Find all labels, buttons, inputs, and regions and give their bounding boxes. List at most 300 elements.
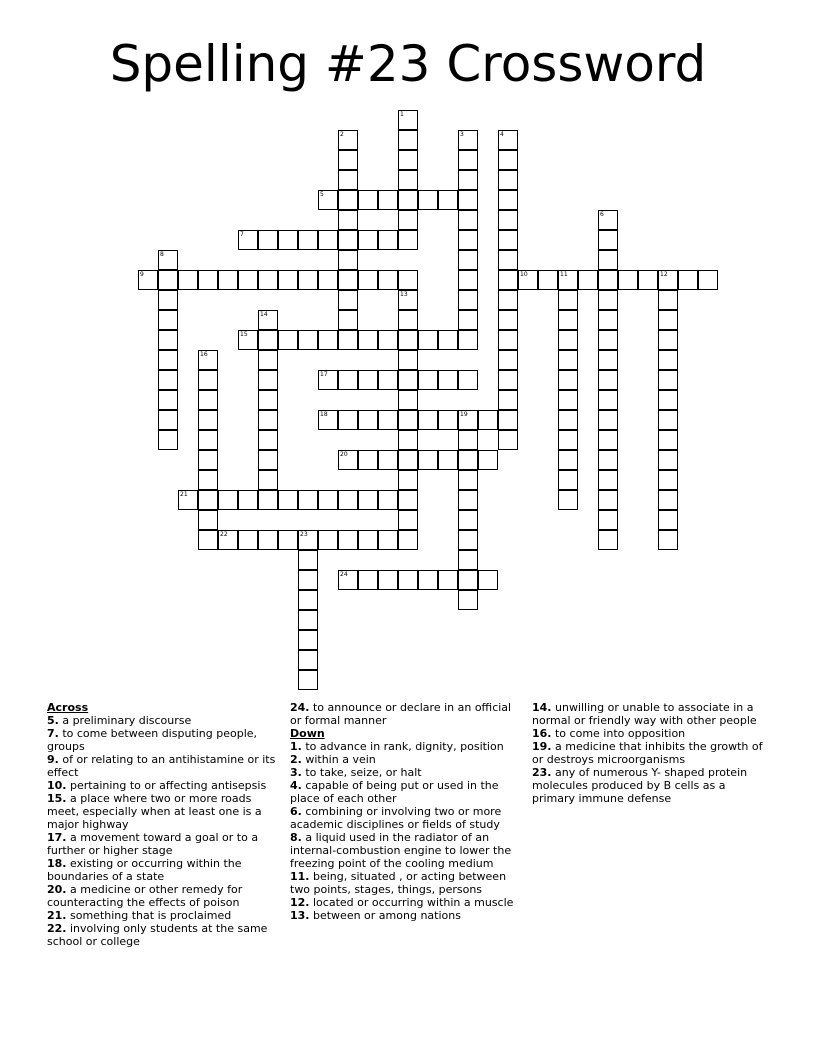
grid-cell[interactable]: [298, 670, 318, 690]
clue-item: [532, 701, 768, 727]
grid-cell[interactable]: [338, 310, 358, 330]
clue-text: a liquid used in the radiator of an internal-combustion engine to lower the freezing point of the cooling medium: [290, 831, 512, 870]
grid-cell[interactable]: [258, 310, 278, 330]
clue-item: [290, 805, 522, 831]
grid-cell[interactable]: [498, 370, 518, 390]
grid-cell[interactable]: [658, 310, 678, 330]
clue-number: 7: [240, 231, 244, 238]
grid-cell[interactable]: [378, 530, 398, 550]
grid-cell[interactable]: [658, 370, 678, 390]
grid-cell[interactable]: [398, 170, 418, 190]
grid-cell[interactable]: [458, 490, 478, 510]
grid-cell[interactable]: [178, 270, 198, 290]
grid-cell[interactable]: [198, 270, 218, 290]
clue-item: [47, 857, 279, 883]
grid-cell[interactable]: [138, 270, 158, 290]
grid-cell[interactable]: [598, 510, 618, 530]
grid-cell[interactable]: [378, 270, 398, 290]
grid-cell[interactable]: [158, 290, 178, 310]
grid-cell[interactable]: [458, 550, 478, 570]
grid-cell[interactable]: [458, 170, 478, 190]
grid-cell[interactable]: [458, 410, 478, 430]
grid-cell[interactable]: [198, 390, 218, 410]
grid-cell[interactable]: [378, 410, 398, 430]
grid-cell[interactable]: [458, 150, 478, 170]
grid-cell[interactable]: [558, 490, 578, 510]
grid-cell[interactable]: [498, 290, 518, 310]
grid-cell[interactable]: [278, 270, 298, 290]
clue-number-label: 5.: [47, 714, 59, 727]
clue-item: [290, 701, 522, 727]
grid-cell[interactable]: [658, 470, 678, 490]
grid-cell[interactable]: [198, 370, 218, 390]
grid-cell[interactable]: [658, 510, 678, 530]
clue-text: pertaining to or affecting antisepsis: [66, 779, 267, 792]
grid-cell[interactable]: [158, 350, 178, 370]
clue-item: [290, 896, 522, 909]
grid-cell[interactable]: [298, 530, 318, 550]
grid-cell[interactable]: [318, 410, 338, 430]
grid-cell[interactable]: [158, 430, 178, 450]
grid-cell[interactable]: [358, 570, 378, 590]
clue-text: a movement toward a goal or to a further or higher stage: [47, 831, 259, 857]
clue-text: something that is proclaimed: [66, 909, 232, 922]
grid-cell[interactable]: [358, 370, 378, 390]
grid-cell[interactable]: [578, 270, 598, 290]
grid-cell[interactable]: [658, 350, 678, 370]
grid-cell[interactable]: [598, 410, 618, 430]
clue-item: [47, 922, 279, 948]
grid-cell[interactable]: [598, 270, 618, 290]
grid-cell[interactable]: [238, 490, 258, 510]
grid-cell[interactable]: [398, 490, 418, 510]
grid-cell[interactable]: [278, 330, 298, 350]
grid-cell[interactable]: [338, 210, 358, 230]
grid-cell[interactable]: [658, 410, 678, 430]
grid-cell[interactable]: [398, 210, 418, 230]
grid-cell[interactable]: [498, 190, 518, 210]
grid-cell[interactable]: [278, 530, 298, 550]
grid-cell[interactable]: [198, 350, 218, 370]
grid-cell[interactable]: [218, 490, 238, 510]
grid-cell[interactable]: [258, 270, 278, 290]
grid-cell[interactable]: [558, 370, 578, 390]
clue-number-label: 21.: [47, 909, 67, 922]
grid-cell[interactable]: [318, 370, 338, 390]
grid-cell[interactable]: [498, 270, 518, 290]
clue-text: to take, seize, or halt: [301, 766, 422, 779]
grid-cell[interactable]: [398, 350, 418, 370]
grid-cell[interactable]: [598, 330, 618, 350]
grid-cell[interactable]: [318, 490, 338, 510]
grid-cell[interactable]: [458, 430, 478, 450]
grid-cell[interactable]: [398, 330, 418, 350]
grid-cell[interactable]: [198, 490, 218, 510]
grid-cell[interactable]: [658, 490, 678, 510]
grid-cell[interactable]: [598, 290, 618, 310]
grid-cell[interactable]: [398, 450, 418, 470]
clue-column-2: [290, 701, 522, 922]
clue-number: 9: [140, 271, 144, 278]
grid-cell[interactable]: [398, 190, 418, 210]
grid-cell[interactable]: [478, 450, 498, 470]
grid-cell[interactable]: [338, 330, 358, 350]
grid-cell[interactable]: [378, 230, 398, 250]
grid-cell[interactable]: [258, 330, 278, 350]
clue-text: being, situated , or acting between two points, stages, things, persons: [290, 870, 507, 896]
grid-cell[interactable]: [338, 290, 358, 310]
grid-cell[interactable]: [418, 410, 438, 430]
grid-cell[interactable]: [598, 390, 618, 410]
grid-cell[interactable]: [298, 550, 318, 570]
grid-cell[interactable]: [358, 450, 378, 470]
grid-cell[interactable]: [498, 350, 518, 370]
clue-text: a medicine or other remedy for counteracting the effects of poison: [47, 883, 243, 909]
grid-cell[interactable]: [438, 190, 458, 210]
grid-cell[interactable]: [598, 210, 618, 230]
grid-cell[interactable]: [498, 390, 518, 410]
grid-cell[interactable]: [458, 230, 478, 250]
clue-number: 23: [300, 531, 308, 538]
grid-cell[interactable]: [298, 610, 318, 630]
clue-item: [532, 727, 768, 740]
clue-item: [290, 870, 522, 896]
grid-cell[interactable]: [458, 210, 478, 230]
grid-cell[interactable]: [298, 330, 318, 350]
grid-cell[interactable]: [318, 190, 338, 210]
grid-cell[interactable]: [398, 570, 418, 590]
grid-cell[interactable]: [558, 350, 578, 370]
clue-item: [47, 792, 279, 831]
clue-number-label: 9.: [47, 753, 59, 766]
clue-number-label: 3.: [290, 766, 302, 779]
clue-number-label: 19.: [532, 740, 552, 753]
clue-number-label: 1.: [290, 740, 302, 753]
grid-cell[interactable]: [398, 230, 418, 250]
grid-cell[interactable]: [158, 270, 178, 290]
grid-cell[interactable]: [378, 490, 398, 510]
grid-cell[interactable]: [498, 130, 518, 150]
grid-cell[interactable]: [298, 570, 318, 590]
grid-cell[interactable]: [298, 590, 318, 610]
grid-cell[interactable]: [498, 230, 518, 250]
grid-cell[interactable]: [338, 190, 358, 210]
grid-cell[interactable]: [198, 450, 218, 470]
clue-text: capable of being put or used in the place of each other: [290, 779, 499, 805]
grid-cell[interactable]: [238, 530, 258, 550]
grid-cell[interactable]: [398, 150, 418, 170]
grid-cell[interactable]: [298, 230, 318, 250]
grid-cell[interactable]: [338, 570, 358, 590]
grid-cell[interactable]: [558, 270, 578, 290]
grid-cell[interactable]: [398, 130, 418, 150]
clue-number-label: 8.: [290, 831, 302, 844]
grid-cell[interactable]: [598, 350, 618, 370]
grid-cell[interactable]: [558, 310, 578, 330]
grid-cell[interactable]: [398, 370, 418, 390]
grid-cell[interactable]: [338, 530, 358, 550]
grid-cell[interactable]: [158, 410, 178, 430]
grid-cell[interactable]: [198, 410, 218, 430]
grid-cell[interactable]: [458, 530, 478, 550]
grid-cell[interactable]: [378, 330, 398, 350]
grid-cell[interactable]: [338, 490, 358, 510]
clue-text: a medicine that inhibits the growth of or destroys microorganisms: [532, 740, 763, 766]
grid-cell[interactable]: [458, 370, 478, 390]
grid-cell[interactable]: [158, 330, 178, 350]
clue-number: 14: [260, 311, 268, 318]
grid-cell[interactable]: [458, 510, 478, 530]
clue-number: 18: [320, 411, 328, 418]
grid-cell[interactable]: [378, 190, 398, 210]
clue-number-label: 24.: [290, 701, 310, 714]
grid-cell[interactable]: [358, 330, 378, 350]
grid-cell[interactable]: [398, 510, 418, 530]
clue-text: between or among nations: [309, 909, 461, 922]
grid-cell[interactable]: [418, 450, 438, 470]
clue-number-label: 22.: [47, 922, 67, 935]
grid-cell[interactable]: [398, 290, 418, 310]
grid-cell[interactable]: [358, 190, 378, 210]
grid-cell[interactable]: [438, 410, 458, 430]
grid-cell[interactable]: [378, 570, 398, 590]
grid-cell[interactable]: [318, 530, 338, 550]
grid-cell[interactable]: [658, 450, 678, 470]
grid-cell[interactable]: [598, 450, 618, 470]
grid-cell[interactable]: [658, 390, 678, 410]
grid-cell[interactable]: [218, 530, 238, 550]
grid-cell[interactable]: [278, 490, 298, 510]
clue-heading: Down: [290, 727, 325, 740]
grid-cell[interactable]: [238, 230, 258, 250]
grid-cell[interactable]: [318, 230, 338, 250]
grid-cell[interactable]: [258, 490, 278, 510]
grid-cell[interactable]: [238, 330, 258, 350]
grid-cell[interactable]: [458, 190, 478, 210]
grid-cell[interactable]: [298, 490, 318, 510]
grid-cell[interactable]: [658, 330, 678, 350]
grid-cell[interactable]: [458, 470, 478, 490]
clue-number-label: 6.: [290, 805, 302, 818]
grid-cell[interactable]: [398, 470, 418, 490]
grid-cell[interactable]: [398, 270, 418, 290]
grid-cell[interactable]: [338, 230, 358, 250]
clue-number: 1: [400, 111, 404, 118]
grid-cell[interactable]: [658, 430, 678, 450]
grid-cell[interactable]: [198, 510, 218, 530]
grid-cell[interactable]: [458, 310, 478, 330]
clue-text: a preliminary discourse: [58, 714, 192, 727]
grid-cell[interactable]: [258, 410, 278, 430]
grid-cell[interactable]: [298, 270, 318, 290]
grid-cell[interactable]: [458, 270, 478, 290]
grid-cell[interactable]: [458, 250, 478, 270]
grid-cell[interactable]: [638, 270, 658, 290]
grid-cell[interactable]: [258, 530, 278, 550]
grid-cell[interactable]: [498, 430, 518, 450]
grid-cell[interactable]: [558, 410, 578, 430]
clue-number-label: 13.: [290, 909, 310, 922]
grid-cell[interactable]: [398, 110, 418, 130]
clue-number: 21: [180, 491, 188, 498]
grid-cell[interactable]: [598, 230, 618, 250]
clue-number-label: 16.: [532, 727, 552, 740]
grid-cell[interactable]: [438, 330, 458, 350]
grid-cell[interactable]: [318, 270, 338, 290]
grid-cell[interactable]: [438, 370, 458, 390]
grid-cell[interactable]: [378, 450, 398, 470]
grid-cell[interactable]: [258, 390, 278, 410]
grid-cell[interactable]: [178, 490, 198, 510]
grid-cell[interactable]: [518, 270, 538, 290]
grid-cell[interactable]: [498, 170, 518, 190]
clue-item: [47, 883, 279, 909]
clue-item: [290, 779, 522, 805]
grid-cell[interactable]: [598, 430, 618, 450]
grid-cell[interactable]: [598, 370, 618, 390]
grid-cell[interactable]: [198, 430, 218, 450]
grid-cell[interactable]: [258, 430, 278, 450]
grid-cell[interactable]: [338, 130, 358, 150]
grid-cell[interactable]: [358, 530, 378, 550]
clue-number-label: 14.: [532, 701, 552, 714]
grid-cell[interactable]: [458, 590, 478, 610]
grid-cell[interactable]: [218, 270, 238, 290]
grid-cell[interactable]: [658, 290, 678, 310]
grid-cell[interactable]: [498, 150, 518, 170]
grid-cell[interactable]: [558, 330, 578, 350]
grid-cell[interactable]: [398, 310, 418, 330]
clue-heading: Across: [47, 701, 89, 714]
grid-cell[interactable]: [358, 490, 378, 510]
clue-text: to announce or declare in an official or formal manner: [290, 701, 512, 727]
clue-number-label: 4.: [290, 779, 302, 792]
clue-item: [532, 740, 768, 766]
grid-cell[interactable]: [458, 130, 478, 150]
grid-cell[interactable]: [158, 310, 178, 330]
clue-number-label: 15.: [47, 792, 67, 805]
grid-cell[interactable]: [258, 350, 278, 370]
grid-cell[interactable]: [458, 290, 478, 310]
clue-item: [290, 909, 522, 922]
clue-text: to come into opposition: [551, 727, 686, 740]
grid-cell[interactable]: [358, 270, 378, 290]
grid-cell[interactable]: [158, 390, 178, 410]
grid-cell[interactable]: [398, 530, 418, 550]
grid-cell[interactable]: [338, 250, 358, 270]
grid-cell[interactable]: [338, 170, 358, 190]
grid-cell[interactable]: [438, 450, 458, 470]
grid-cell[interactable]: [358, 410, 378, 430]
grid-cell[interactable]: [538, 270, 558, 290]
grid-cell[interactable]: [658, 530, 678, 550]
grid-cell[interactable]: [418, 190, 438, 210]
grid-cell[interactable]: [498, 330, 518, 350]
grid-cell[interactable]: [498, 210, 518, 230]
grid-cell[interactable]: [458, 330, 478, 350]
grid-cell[interactable]: [558, 390, 578, 410]
grid-cell[interactable]: [478, 410, 498, 430]
clue-number: 10: [520, 271, 528, 278]
clue-text: within a vein: [301, 753, 376, 766]
clue-column-1: [47, 701, 279, 948]
grid-cell[interactable]: [658, 270, 678, 290]
grid-cell[interactable]: [398, 430, 418, 450]
grid-cell[interactable]: [438, 570, 458, 590]
clue-number: 8: [160, 251, 164, 258]
grid-cell[interactable]: [158, 250, 178, 270]
clue-number: 5: [320, 191, 324, 198]
grid-cell[interactable]: [258, 370, 278, 390]
grid-cell[interactable]: [418, 330, 438, 350]
grid-cell[interactable]: [618, 270, 638, 290]
grid-cell[interactable]: [598, 310, 618, 330]
grid-cell[interactable]: [158, 370, 178, 390]
grid-cell[interactable]: [298, 650, 318, 670]
grid-cell[interactable]: [258, 230, 278, 250]
grid-cell[interactable]: [418, 370, 438, 390]
grid-cell[interactable]: [338, 410, 358, 430]
grid-cell[interactable]: [498, 310, 518, 330]
grid-cell[interactable]: [258, 470, 278, 490]
grid-cell[interactable]: [298, 630, 318, 650]
clue-item: [532, 766, 768, 805]
grid-cell[interactable]: [678, 270, 698, 290]
grid-cell[interactable]: [458, 450, 478, 470]
grid-cell[interactable]: [378, 370, 398, 390]
grid-cell[interactable]: [358, 230, 378, 250]
clue-number: 6: [600, 211, 604, 218]
grid-cell[interactable]: [558, 290, 578, 310]
grid-cell[interactable]: [398, 390, 418, 410]
grid-cell[interactable]: [478, 570, 498, 590]
grid-cell[interactable]: [498, 250, 518, 270]
grid-cell[interactable]: [238, 270, 258, 290]
clue-text: combining or involving two or more academic disciplines or fields of study: [290, 805, 502, 831]
grid-cell[interactable]: [558, 470, 578, 490]
grid-cell[interactable]: [318, 330, 338, 350]
grid-cell[interactable]: [398, 410, 418, 430]
clue-text: a place where two or more roads meet, especially when at least one is a major highway: [47, 792, 262, 831]
grid-cell[interactable]: [458, 570, 478, 590]
grid-cell[interactable]: [498, 410, 518, 430]
grid-cell[interactable]: [258, 450, 278, 470]
grid-cell[interactable]: [278, 230, 298, 250]
clue-item: [47, 727, 279, 753]
grid-cell[interactable]: [338, 370, 358, 390]
grid-cell[interactable]: [558, 450, 578, 470]
grid-cell[interactable]: [198, 470, 218, 490]
grid-cell[interactable]: [338, 450, 358, 470]
grid-cell[interactable]: [598, 470, 618, 490]
clue-number-label: 23.: [532, 766, 552, 779]
clue-number-label: 10.: [47, 779, 67, 792]
clue-number-label: 11.: [290, 870, 310, 883]
grid-cell[interactable]: [598, 250, 618, 270]
clue-item: [47, 714, 279, 727]
clue-text: existing or occurring within the boundaries of a state: [47, 857, 242, 883]
grid-cell[interactable]: [558, 430, 578, 450]
grid-cell[interactable]: [598, 490, 618, 510]
grid-cell[interactable]: [598, 530, 618, 550]
grid-cell[interactable]: [698, 270, 718, 290]
grid-cell[interactable]: [418, 570, 438, 590]
grid-cell[interactable]: [338, 150, 358, 170]
grid-cell[interactable]: [198, 530, 218, 550]
clue-number: 3: [460, 131, 464, 138]
grid-cell[interactable]: [338, 270, 358, 290]
clue-number: 4: [500, 131, 504, 138]
